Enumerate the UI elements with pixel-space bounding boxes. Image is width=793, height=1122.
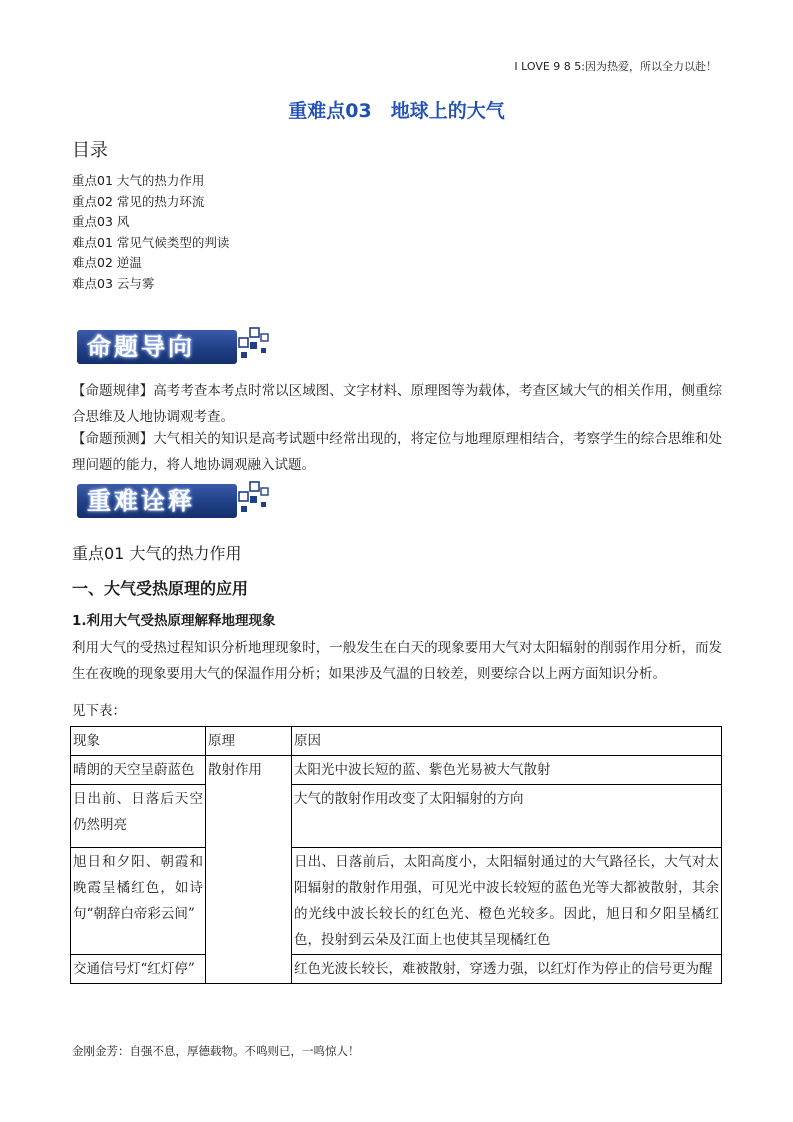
table-row [71,756,722,785]
table-header-cell: 原理 [206,727,292,756]
banner-proposition-guide [77,324,277,366]
toc-list [72,171,229,295]
see-table-text: 见下表： [72,703,126,719]
squares-decoration-icon [237,478,277,518]
reason-cell: 大气的散射作用改变了太阳辐射的方向 [292,785,722,848]
toc-item[interactable]: 重点02 常见的热力环流 [72,193,205,209]
phenomenon-cell: 日出前、日落后天空仍然明亮 [71,785,206,848]
footer-motto: 金刚金芳：自强不息，厚德载物。不鸣则已，一鸣惊人！ [72,1044,360,1058]
squares-decoration-icon [237,324,277,364]
banner-key-points [77,478,277,520]
phenomena-table [70,726,722,984]
page-title: 重难点03 地球上的大气 [288,100,505,122]
header-note: I LOVE 9 8 5:因为热爱，所以全力以赴！ [514,60,717,73]
reason-cell: 日出、日落前后，太阳高度小，太阳辐射通过的大气路径长，大气对太阳辐射的散射作用强，可见光中波长较短的蓝色光等大都被散射，其余的光线中波长较长的红色光、橙色光较多。因此，旭日和夕阳呈橘红色，投射到云朵及江面上也使其呈现橘红色 [292,848,722,955]
banner-label: 重难诠释 [87,487,195,515]
toc-item[interactable]: 重点03 风 [72,214,130,230]
intro-paragraph: 利用大气的受热过程知识分析地理现象时，一般发生在白天的现象要用大气对太阳辐射的削弱作用分析，而发生在夜晚的现象要用大气的保温作用分析；如果涉及气温的日较差，则要综合以上两方面知识分析。 [72,640,722,682]
banner-label: 命题导向 [87,333,195,361]
proposition-rule-paragraph: 【命题规律】高考考查本考点时常以区域图、文字材料、原理图等为载体，考查区域大气的相关作用，侧重综合思维及人地协调观考查。 [72,383,722,425]
table-row [71,955,722,984]
phenomenon-cell: 旭日和夕阳、朝霞和晚霞呈橘红色，如诗句“朝辞白帝彩云间” [71,848,206,955]
table-header-cell: 原因 [292,727,722,756]
subsection-title: 一、大气受热原理的应用 [72,579,249,598]
toc-heading: 目录 [72,140,108,161]
toc-item[interactable]: 重点01 大气的热力作用 [72,173,205,188]
toc-item[interactable]: 难点02 逆温 [72,255,142,271]
toc-item[interactable]: 难点01 常见气候类型的判读 [72,234,230,250]
phenomenon-cell: 交通信号灯“红灯停” [71,955,206,984]
principle-cell: 散射作用 [206,756,292,984]
table-header-cell: 现象 [71,727,206,756]
table-row [71,785,722,848]
reason-cell: 红色光波长较长，难被散射，穿透力强，以红灯作为停止的信号更为醒 [292,955,722,984]
table-row [71,848,722,955]
toc-item[interactable]: 难点03 云与雾 [72,275,155,291]
phenomenon-cell: 晴朗的天空呈蔚蓝色 [71,756,206,785]
subsubsection-title: 1.利用大气受热原理解释地理现象 [72,613,276,629]
section-title: 重点01 大气的热力作用 [72,544,242,563]
reason-cell: 太阳光中波长短的蓝、紫色光易被大气散射 [292,756,722,785]
table-header-row [71,727,722,756]
proposition-prediction-paragraph: 【命题预测】大气相关的知识是高考试题中经常出现的，将定位与地理原理相结合，考察学生的综合思维和处理问题的能力，将人地协调观融入试题。 [72,431,722,473]
